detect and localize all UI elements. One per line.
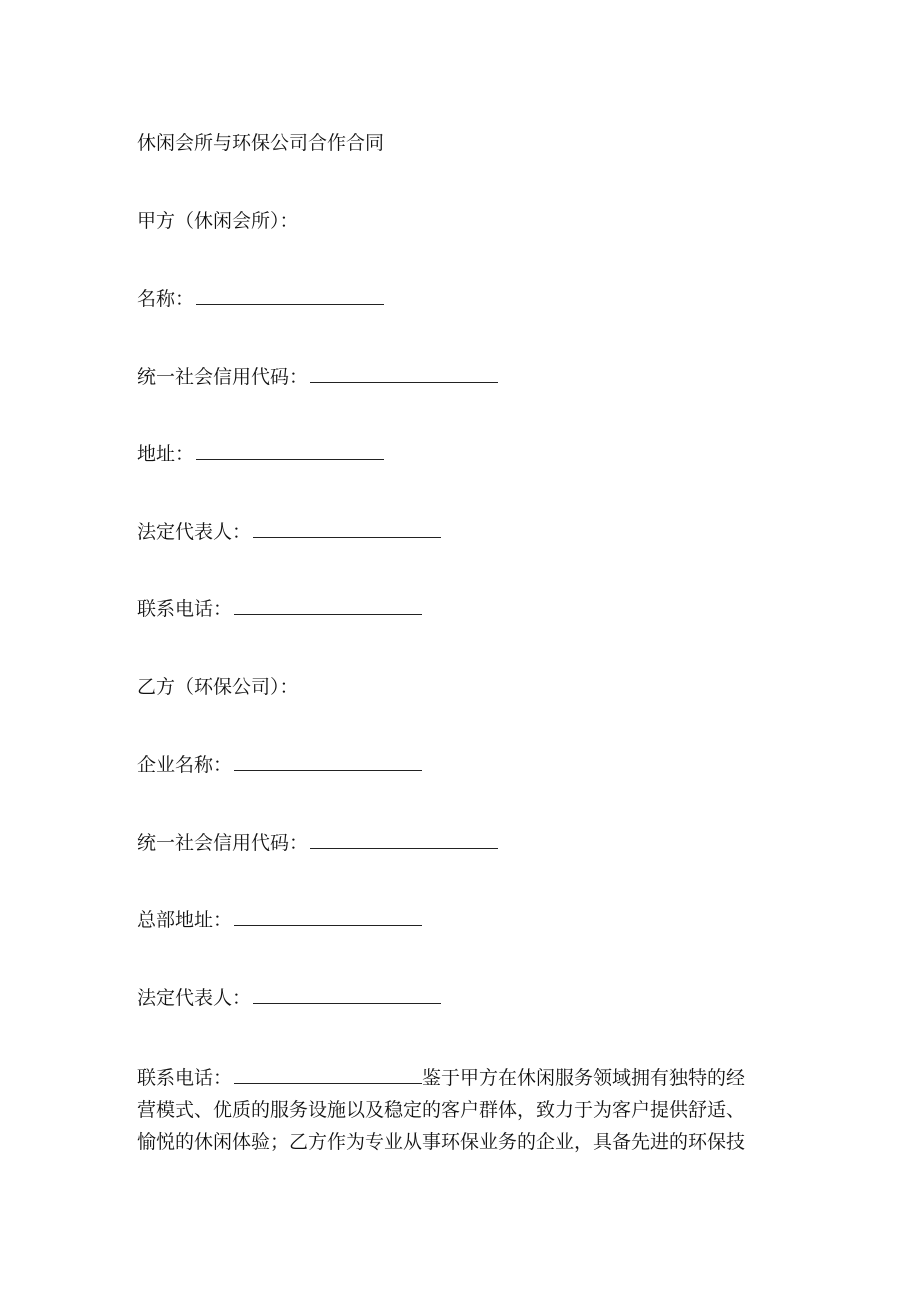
field-label: 地址： [137, 443, 195, 465]
document-title: 休闲会所与环保公司合作合同 [137, 132, 385, 154]
party-a-legal-rep-field [137, 516, 441, 548]
blank-line [310, 827, 498, 849]
blank-line [310, 361, 498, 383]
blank-line [234, 904, 422, 926]
field-label: 统一社会信用代码： [137, 832, 309, 854]
party-b-heading: 乙方（环保公司）： [137, 676, 299, 698]
blank-line [196, 438, 384, 460]
field-label: 名称： [137, 288, 195, 310]
blank-line [234, 593, 422, 615]
party-a-name-field [137, 283, 384, 315]
field-label: 统一社会信用代码： [137, 366, 309, 388]
field-label: 法定代表人： [137, 521, 252, 543]
party-b-company-name-field [137, 749, 422, 781]
field-label: 企业名称： [137, 754, 233, 776]
paragraph-line: 愉悦的休闲体验；乙方作为专业从事环保业务的企业，具备先进的环保技 [137, 1131, 746, 1153]
blank-line [253, 982, 441, 1004]
party-b-hq-address-field [137, 904, 422, 936]
party-b-credit-code-field [137, 827, 498, 859]
party-a-credit-code-field [137, 361, 498, 393]
blank-line [253, 516, 441, 538]
blank-line [234, 1062, 422, 1084]
party-a-address-field [137, 438, 384, 470]
blank-line [196, 283, 384, 305]
paragraph-line: 营模式、优质的服务设施以及稳定的客户群体，致力于为客户提供舒适、 [137, 1099, 746, 1121]
party-b-legal-rep-field [137, 982, 441, 1014]
field-label: 联系电话： [137, 598, 233, 620]
party-a-phone-field [137, 593, 422, 625]
paragraph-line: 联系电话： 鉴于甲方在休闲服务领域拥有独特的经 [137, 1062, 797, 1094]
recital-paragraph [137, 1062, 797, 1158]
blank-line [234, 749, 422, 771]
party-a-heading: 甲方（休闲会所）： [137, 210, 299, 232]
field-label: 联系电话： [137, 1067, 233, 1089]
field-label: 法定代表人： [137, 987, 252, 1009]
field-label: 总部地址： [137, 909, 233, 931]
